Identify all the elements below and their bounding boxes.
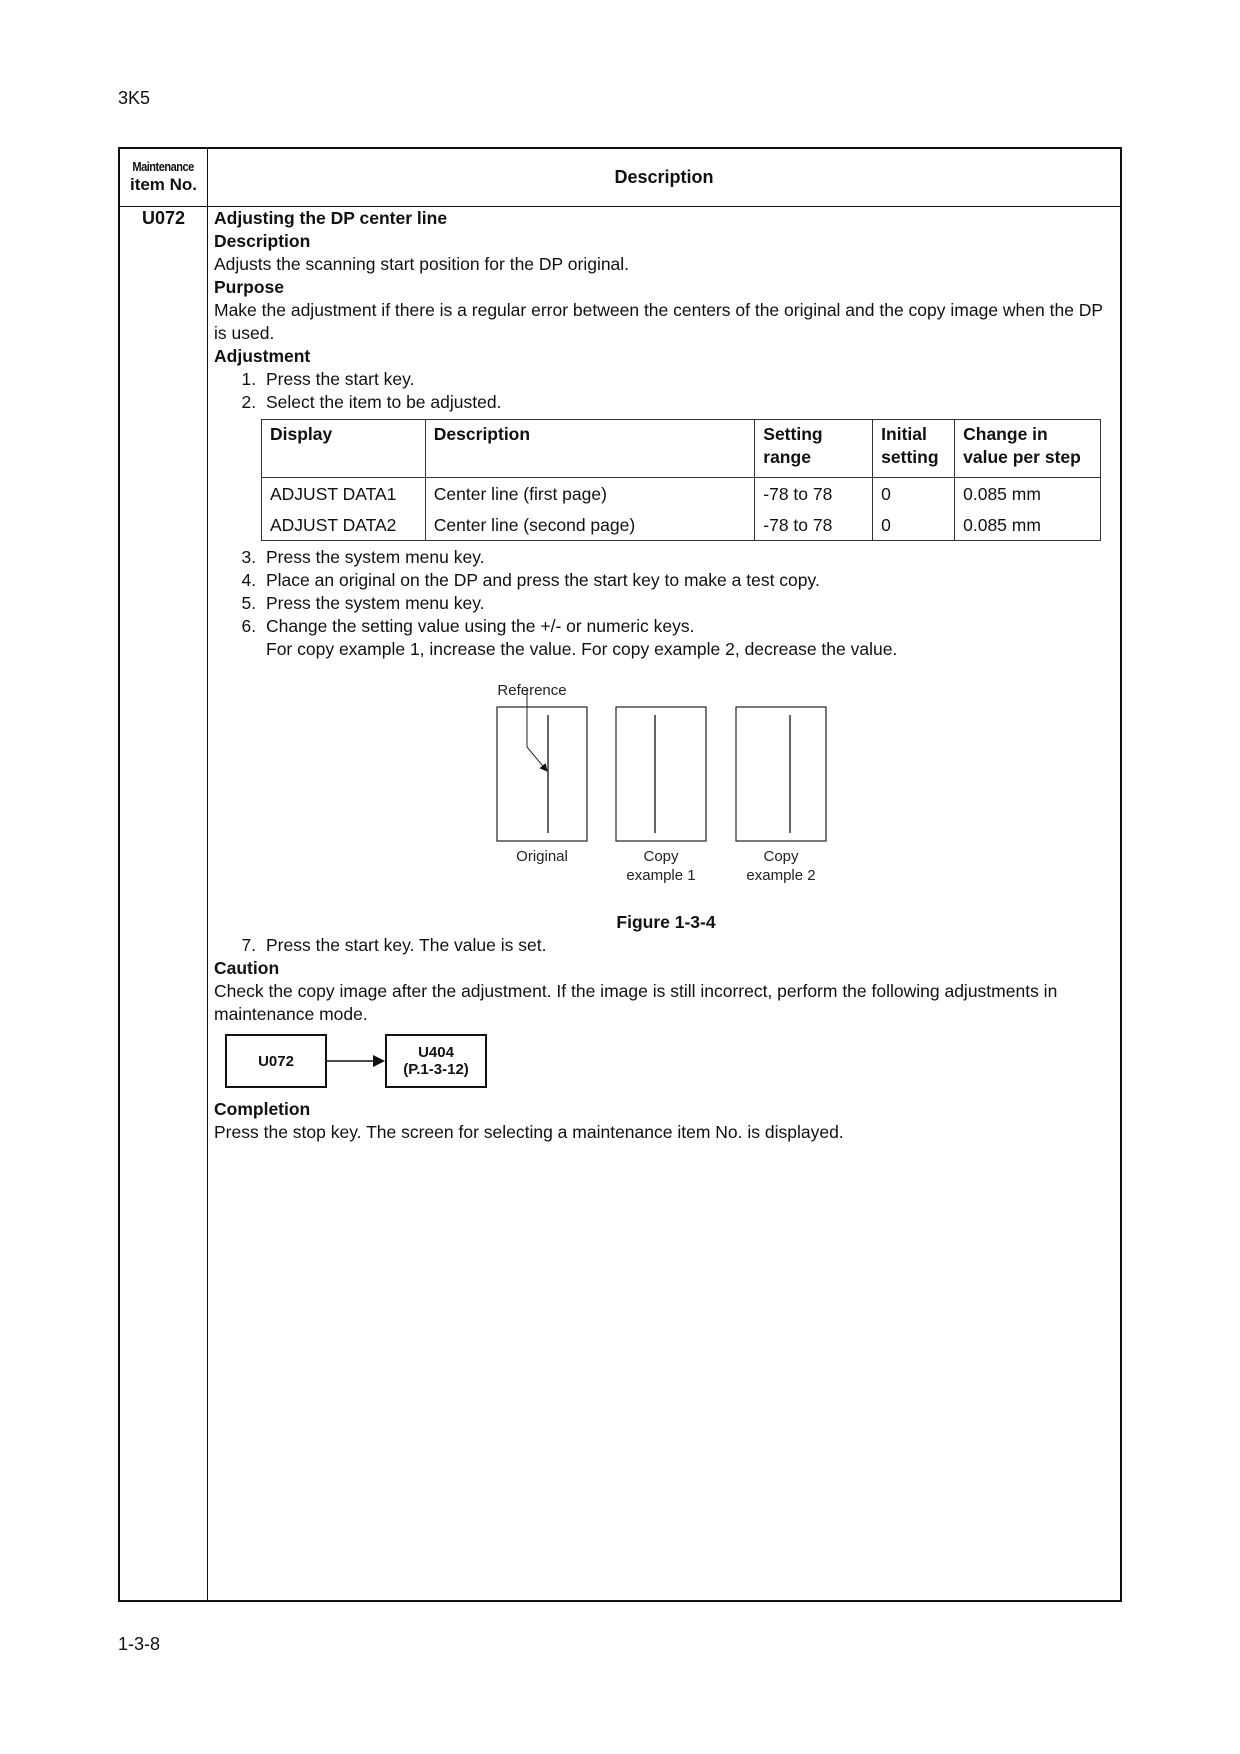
- reference-arrow: [527, 689, 547, 771]
- original-label: Original: [516, 848, 568, 865]
- cell-description: Center line (second page): [425, 509, 754, 541]
- copy1-sheet: [616, 707, 706, 841]
- copy-example-1-label: [611, 847, 711, 885]
- step-text: Change the setting value using the +/- or numeric keys.: [266, 616, 695, 636]
- copy1-line1: Copy: [643, 848, 679, 865]
- flow-to-line2: (P.1-3-12): [403, 1061, 469, 1078]
- maintenance-header-line1: Maintenance: [132, 159, 195, 175]
- step-item: 2. Select the item to be adjusted.: [261, 391, 1118, 414]
- copy-example-2-label: [731, 847, 831, 885]
- cell-description: Center line (first page): [425, 478, 754, 510]
- description-header: Description: [614, 167, 714, 187]
- maintenance-header-line2: item No.: [129, 175, 198, 195]
- purpose-text: Make the adjustment if there is a regular error between the centers of the original and the copy image when the DP is used.: [214, 300, 1103, 343]
- item-number: U072: [141, 208, 186, 228]
- table-row: [262, 478, 1101, 510]
- cell-change-per-step: 0.085 mm: [955, 509, 1101, 541]
- step-item: 5. Press the system menu key.: [261, 592, 1118, 615]
- cell-display: ADJUST DATA1: [262, 478, 426, 510]
- table-row: [262, 509, 1101, 541]
- column-divider: [207, 149, 208, 1600]
- header-change-per-step: Change in value per step: [955, 420, 1101, 478]
- completion-heading: Completion: [214, 1099, 311, 1119]
- header-initial-setting: Initial setting: [873, 420, 955, 478]
- step-note: For copy example 1, increase the value. For copy example 2, decrease the value.: [266, 639, 898, 659]
- header-description: Description: [425, 420, 754, 478]
- cell-initial-setting: 0: [873, 509, 955, 541]
- step-item: 3. Press the system menu key.: [261, 546, 1118, 569]
- adjustment-heading: Adjustment: [214, 346, 311, 366]
- cell-initial-setting: 0: [873, 478, 955, 510]
- settings-header-row: [262, 420, 1101, 478]
- item-content: [214, 207, 1118, 1144]
- document-code: 3K5: [118, 88, 151, 108]
- copy2-line2: example 2: [746, 867, 816, 884]
- caution-text: Check the copy image after the adjustment. If the image is still incorrect, perform the following adjustments in maintenance mode.: [214, 981, 1058, 1024]
- settings-table: [261, 419, 1101, 541]
- flow-from-label: U072: [258, 1052, 294, 1070]
- step-item: 7. Press the start key. The value is set.: [261, 934, 1118, 957]
- flow-box-from: [225, 1034, 327, 1088]
- flow-to-line1: U404: [418, 1044, 454, 1061]
- purpose-heading: Purpose: [214, 277, 285, 297]
- step-item: 1. Press the start key.: [261, 368, 1118, 391]
- maintenance-table: [118, 147, 1122, 1602]
- center-line-figure: [214, 667, 1118, 911]
- header-setting-range: Setting range: [755, 420, 873, 478]
- copy2-sheet: [736, 707, 826, 841]
- cell-display: ADJUST DATA2: [262, 509, 426, 541]
- cell-setting-range: -78 to 78: [755, 478, 873, 510]
- steps-list-1: [214, 368, 1118, 414]
- cell-setting-range: -78 to 78: [755, 509, 873, 541]
- step-item: [261, 615, 1118, 661]
- original-sheet: [497, 707, 587, 841]
- steps-list-3: [214, 934, 1118, 957]
- copy1-line2: example 1: [626, 867, 696, 884]
- description-heading: Description: [214, 231, 311, 251]
- step-item: 4. Place an original on the DP and press the start key to make a test copy.: [261, 569, 1118, 592]
- flow-arrow-icon: [327, 1051, 387, 1071]
- figure-caption: Figure 1-3-4: [616, 912, 716, 932]
- caution-heading: Caution: [214, 958, 280, 978]
- completion-text: Press the stop key. The screen for selecting a maintenance item No. is displayed.: [214, 1122, 844, 1142]
- cell-change-per-step: 0.085 mm: [955, 478, 1101, 510]
- adjustment-flow: [214, 1034, 1118, 1098]
- header-display: Display: [262, 420, 426, 478]
- copy2-line1: Copy: [763, 848, 799, 865]
- maintenance-item-header: [120, 149, 207, 206]
- item-title: Adjusting the DP center line: [214, 208, 448, 228]
- steps-list-2: [214, 546, 1118, 661]
- description-text: Adjusts the scanning start position for the DP original.: [214, 254, 630, 274]
- page-number: 1-3-8: [118, 1634, 161, 1654]
- flow-box-to: [385, 1034, 487, 1088]
- reference-label: Reference: [497, 682, 567, 699]
